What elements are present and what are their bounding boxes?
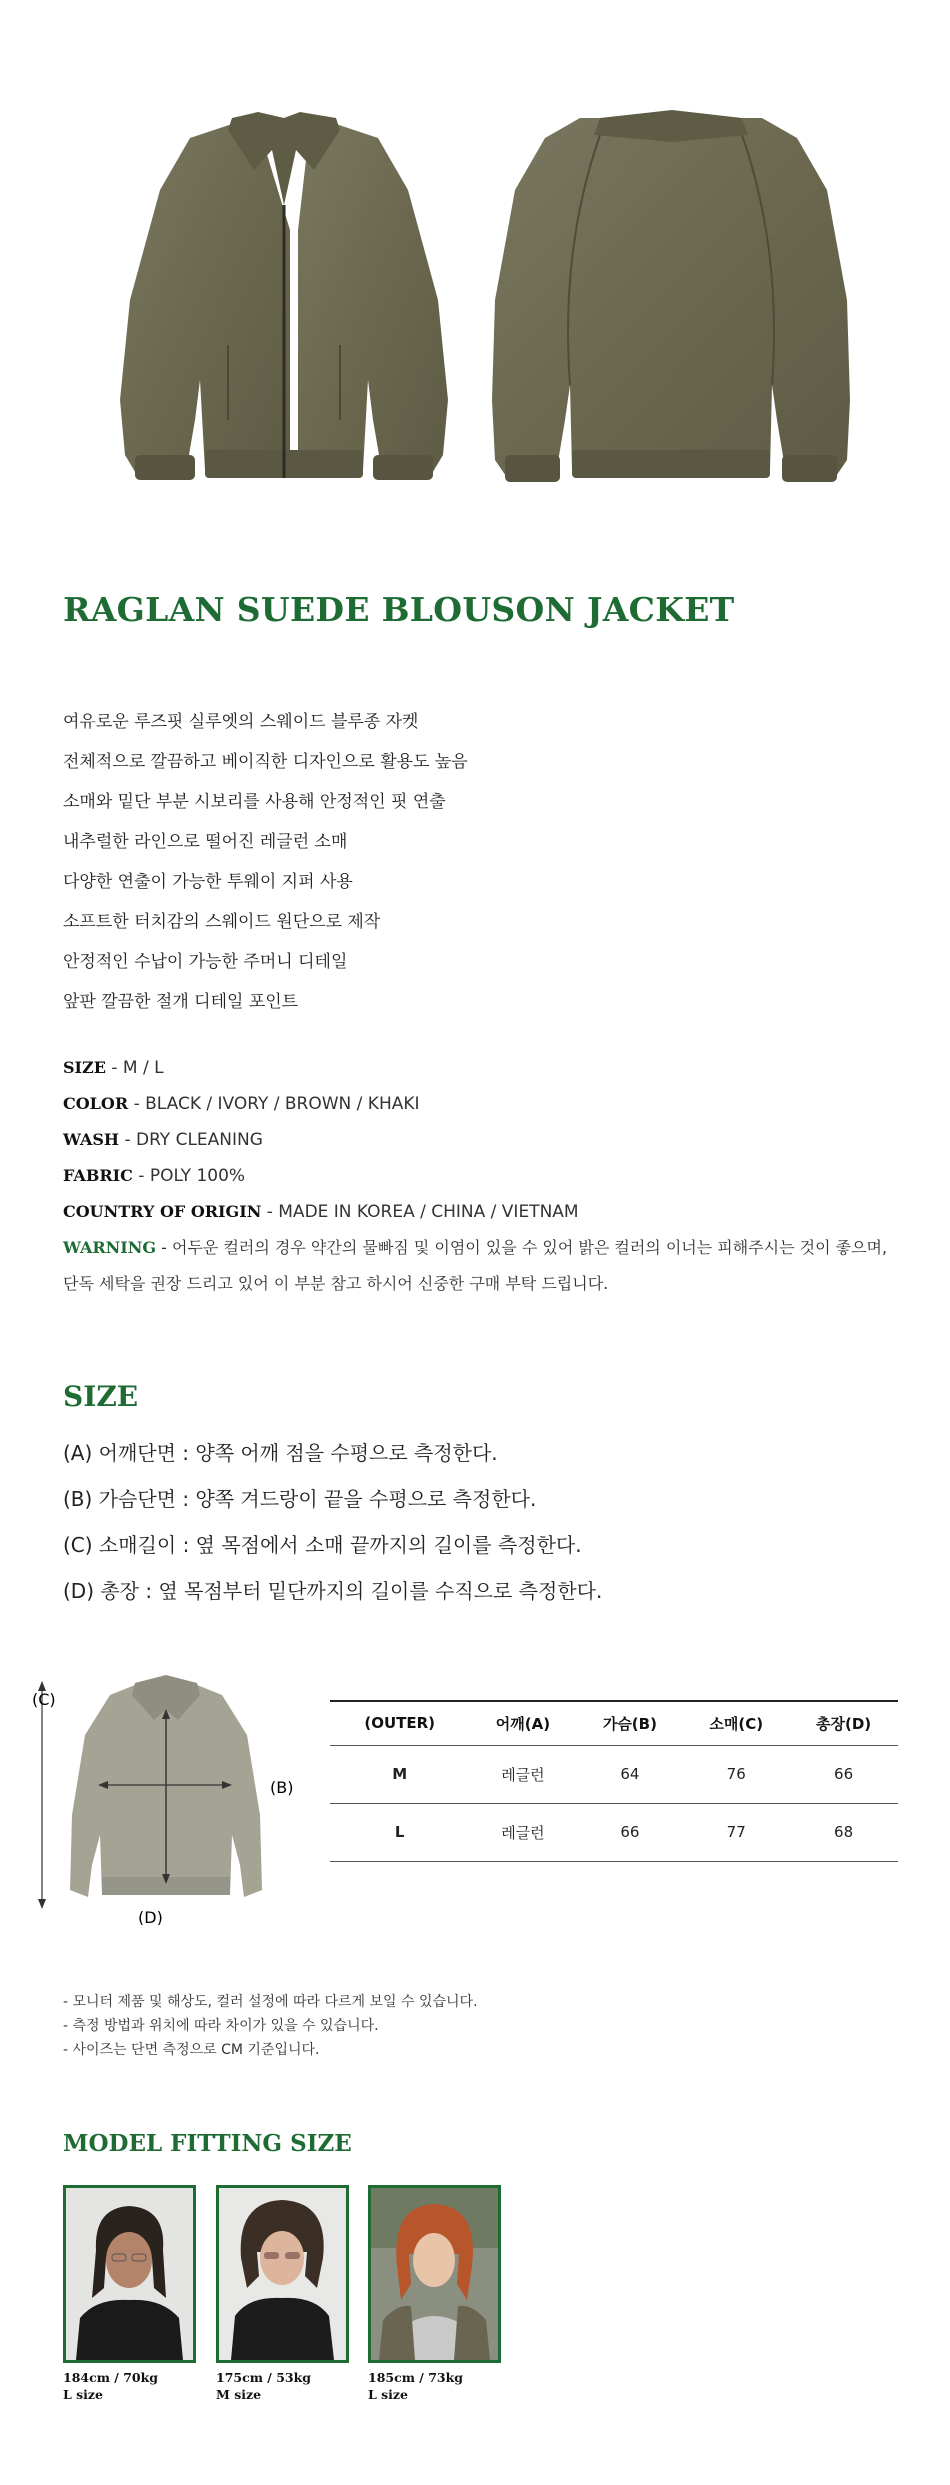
spec-key: WASH xyxy=(63,1130,120,1149)
measurement-line: (C) 소매길이 : 옆 목점에서 소매 끝까지의 길이를 측정한다. xyxy=(63,1533,582,1557)
model-height-weight: 175cm / 53kg xyxy=(216,2370,311,2385)
spec-value: POLY 100% xyxy=(149,1166,246,1186)
spec-value: MADE IN KOREA / CHINA / VIETNAM xyxy=(278,1202,579,1222)
spec-size: SIZE - M / L xyxy=(63,1058,164,1078)
diagram-label-d: (D) xyxy=(138,1908,163,1925)
model-size: M size xyxy=(216,2387,262,2402)
size-table xyxy=(330,1700,898,1862)
spec-origin: COUNTRY OF ORIGIN - MADE IN KOREA / CHINA / VIETNAM xyxy=(63,1202,579,1222)
model-photo xyxy=(368,2185,501,2363)
table-cell: 76 xyxy=(683,1745,789,1803)
model-stats xyxy=(216,2369,349,2403)
model-stats xyxy=(368,2369,501,2403)
table-cell: M xyxy=(330,1745,469,1803)
table-header: 총장(D) xyxy=(789,1701,898,1745)
table-row xyxy=(330,1745,898,1803)
product-description xyxy=(63,702,903,1022)
spec-wash: WASH - DRY CLEANING xyxy=(63,1130,263,1150)
model-fitting-title: MODEL FITTING SIZE xyxy=(63,2130,352,2157)
note-line: - 측정 방법과 위치에 따라 차이가 있을 수 있습니다. xyxy=(63,2018,379,2034)
model-card xyxy=(63,2185,196,2403)
product-specs xyxy=(63,1050,903,1302)
warning-text: 어두운 컬러의 경우 약간의 물빠짐 및 이염이 있을 수 있어 밝은 컬러의 이너는 피해주시는 것이 좋으며, 단독 세탁을 권장 드리고 있어 이 부분 참고 하시어 신중한 구매 부탁 드립니다. xyxy=(63,1238,888,1293)
spec-key: COLOR xyxy=(63,1094,129,1113)
model-card xyxy=(216,2185,349,2403)
model-size: L size xyxy=(63,2387,103,2402)
measurement-line: (D) 총장 : 옆 목점부터 밑단까지의 길이를 수직으로 측정한다. xyxy=(63,1579,603,1603)
table-cell: 68 xyxy=(789,1803,898,1861)
jacket-front-image xyxy=(120,112,448,480)
model-photo xyxy=(216,2185,349,2363)
spec-value: BLACK / IVORY / BROWN / KHAKI xyxy=(145,1094,420,1114)
model-size: L size xyxy=(368,2387,408,2402)
product-title: RAGLAN SUEDE BLOUSON JACKET xyxy=(63,590,735,629)
description-line: 다양한 연출이 가능한 투웨이 지퍼 사용 xyxy=(63,872,353,892)
table-header-row xyxy=(330,1701,898,1745)
table-cell: 77 xyxy=(683,1803,789,1861)
description-line: 전체적으로 깔끔하고 베이직한 디자인으로 활용도 높음 xyxy=(63,752,468,772)
spec-key: FABRIC xyxy=(63,1166,133,1185)
model-height-weight: 184cm / 70kg xyxy=(63,2370,158,2385)
warning-key: WARNING xyxy=(63,1238,157,1257)
description-line: 소매와 밑단 부분 시보리를 사용해 안정적인 핏 연출 xyxy=(63,792,446,812)
note-line: - 사이즈는 단면 측정으로 CM 기준입니다. xyxy=(63,2042,320,2058)
size-section-title: SIZE xyxy=(63,1380,139,1413)
diagram-label-b: (B) xyxy=(270,1778,294,1797)
description-line: 안정적인 수납이 가능한 주머니 디테일 xyxy=(63,952,348,972)
spec-value: DRY CLEANING xyxy=(135,1130,263,1150)
spec-key: SIZE xyxy=(63,1058,106,1077)
model-card xyxy=(368,2185,501,2403)
description-line: 앞판 깔끔한 절개 디테일 포인트 xyxy=(63,992,299,1012)
measurement-line: (A) 어깨단면 : 양쪽 어깨 점을 수평으로 측정한다. xyxy=(63,1441,498,1465)
table-header: 가슴(B) xyxy=(577,1701,684,1745)
table-cell: L xyxy=(330,1803,469,1861)
description-line: 소프트한 터치감의 스웨이드 원단으로 제작 xyxy=(63,912,381,932)
table-header: (OUTER) xyxy=(330,1701,469,1745)
description-line: 내추럴한 라인으로 떨어진 레글런 소매 xyxy=(63,832,348,852)
model-height-weight: 185cm / 73kg xyxy=(368,2370,463,2385)
table-cell: 레글런 xyxy=(469,1745,576,1803)
table-header: 어깨(A) xyxy=(469,1701,576,1745)
spec-fabric: FABRIC - POLY 100% xyxy=(63,1166,246,1186)
table-header: 소매(C) xyxy=(683,1701,789,1745)
table-cell: 64 xyxy=(577,1745,684,1803)
table-cell: 레글런 xyxy=(469,1803,576,1861)
spec-value: M / L xyxy=(122,1058,164,1078)
table-row xyxy=(330,1803,898,1861)
product-hero-image xyxy=(0,0,950,530)
size-notes xyxy=(63,1990,478,2062)
spec-key: COUNTRY OF ORIGIN xyxy=(63,1202,262,1221)
jacket-back-image xyxy=(492,110,850,482)
spec-color: COLOR - BLACK / IVORY / BROWN / KHAKI xyxy=(63,1094,420,1114)
measurement-guide xyxy=(63,1430,903,1614)
table-cell: 66 xyxy=(789,1745,898,1803)
model-stats xyxy=(63,2369,196,2403)
diagram-label-c: (C) xyxy=(32,1690,56,1709)
size-diagram xyxy=(30,1665,320,1925)
description-line: 여유로운 루즈핏 실루엣의 스웨이드 블루종 자켓 xyxy=(63,712,419,732)
model-photo xyxy=(63,2185,196,2363)
note-line: - 모니터 제품 및 해상도, 컬러 설정에 따라 다르게 보일 수 있습니다. xyxy=(63,1994,478,2010)
measurement-line: (B) 가슴단면 : 양쪽 겨드랑이 끝을 수평으로 측정한다. xyxy=(63,1487,537,1511)
spec-warning: WARNING - 어두운 컬러의 경우 약간의 물빠짐 및 이염이 있을 수 있어 밝은 컬러의 이너는 피해주시는 것이 좋으며, 단독 세탁을 권장 드리고 있어 이 부분 참고 하시어 신중한 구매 부탁 드립니다. xyxy=(63,1238,888,1293)
table-cell: 66 xyxy=(577,1803,684,1861)
